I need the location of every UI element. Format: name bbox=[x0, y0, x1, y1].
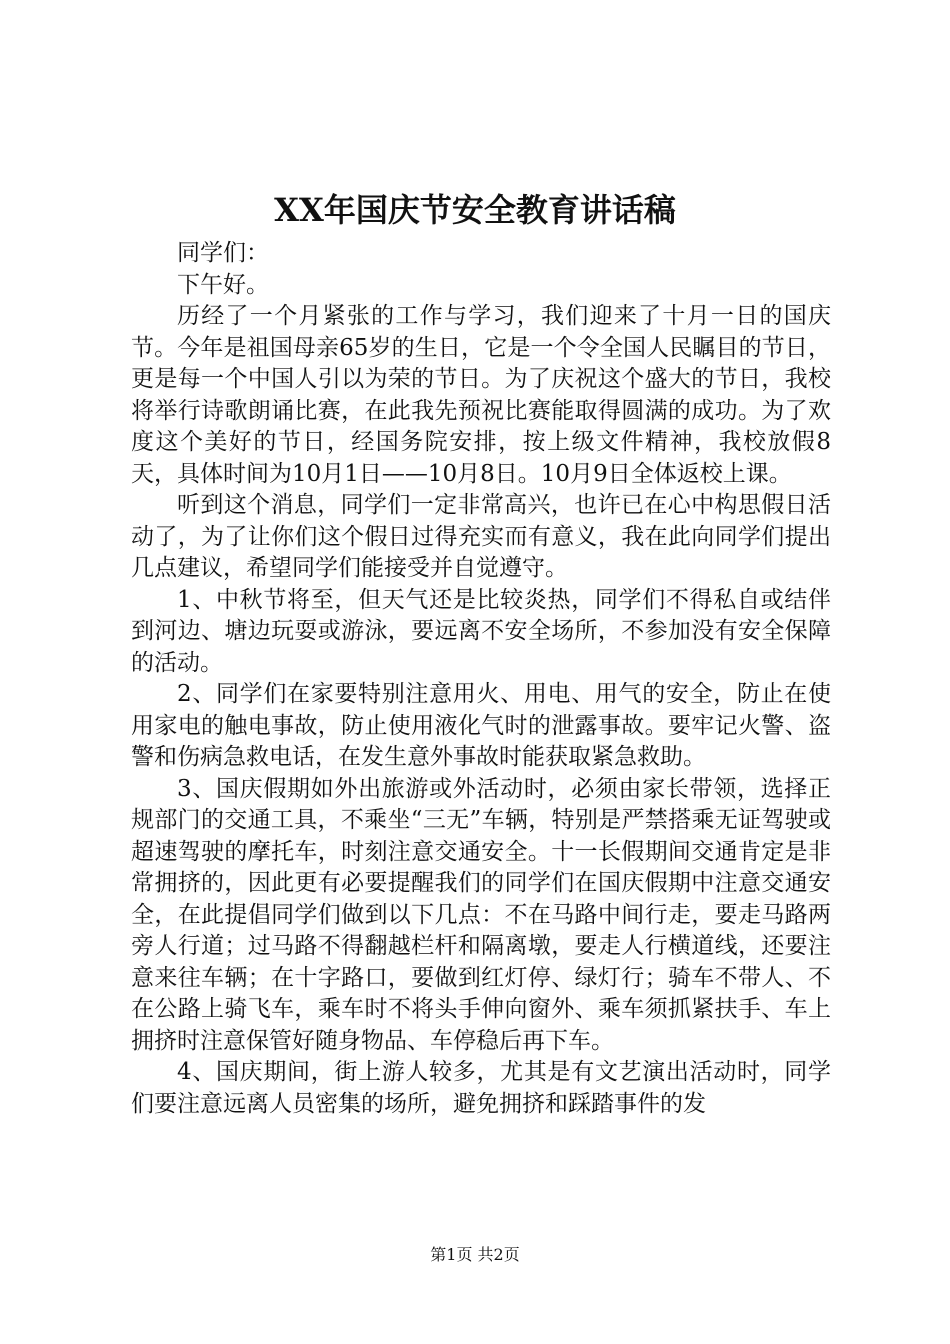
body-paragraph: 3、国庆假期如外出旅游或外活动时，必须由家长带领，选择正规部门的交通工具，不乘坐“三无”车辆，特别是严禁搭乘无证驾驶或超速驾驶的摩托车，时刻注意交通安全。十一长假期间交通肯定是非常拥挤的，因此更有必要提醒我们的同学们在国庆假期中注意交通安全，在此提倡同学们做到以下几点：不在马路中间行走，要走马路两旁人行道；过马路不得翻越栏杆和隔离墩，要走人行横道线，还要注意来往车辆；在十字路口，要做到红灯停、绿灯行；骑车不带人、不在公路上骑飞车，乘车时不将头手伸向窗外、乘车须抓紧扶手、车上拥挤时注意保管好随身物品、车停稳后再下车。 bbox=[131, 775, 831, 1054]
body-paragraph: 1、中秋节将至，但天气还是比较炎热，同学们不得私自或结伴到河边、塘边玩耍或游泳，要远离不安全场所，不参加没有安全保障的活动。 bbox=[131, 586, 831, 676]
document-title: XX年国庆节安全教育讲话稿 bbox=[274, 191, 676, 229]
body-paragraph: 4、国庆期间，街上游人较多，尤其是有文艺演出活动时，同学们要注意远离人员密集的场所，避免拥挤和踩踏事件的发 bbox=[131, 1059, 831, 1117]
page-number-footer: 第1页 共2页 bbox=[430, 1245, 520, 1264]
greeting-paragraph: 同学们： bbox=[177, 240, 269, 266]
document-body bbox=[131, 238, 831, 1120]
salutation-paragraph: 下午好。 bbox=[177, 271, 269, 298]
body-paragraph: 听到这个消息，同学们一定非常高兴，也许已在心中构思假日活动了，为了让你们这个假日过得充实而有意义，我在此向同学们提出几点建议，希望同学们能接受并自觉遵守。 bbox=[131, 492, 831, 581]
body-paragraph: 历经了一个月紧张的工作与学习，我们迎来了十月一日的国庆节。今年是祖国母亲65岁的生日，它是一个令全国人民瞩目的节日，更是每一个中国人引以为荣的节日。为了庆祝这个盛大的节日，我校将举行诗歌朗诵比赛，在此我先预祝比赛能取得圆满的成功。为了欢度这个美好的节日，经国务院安排，按上级文件精神，我校放假8天，具体时间为10月1日——10月8日。10月9日全体返校上课。 bbox=[131, 303, 831, 487]
body-paragraph: 2、同学们在家要特别注意用火、用电、用气的安全，防止在使用家电的触电事故，防止使用液化气时的泄露事故。要牢记火警、盗警和伤病急救电话，在发生意外事故时能获取紧急救助。 bbox=[131, 681, 831, 770]
